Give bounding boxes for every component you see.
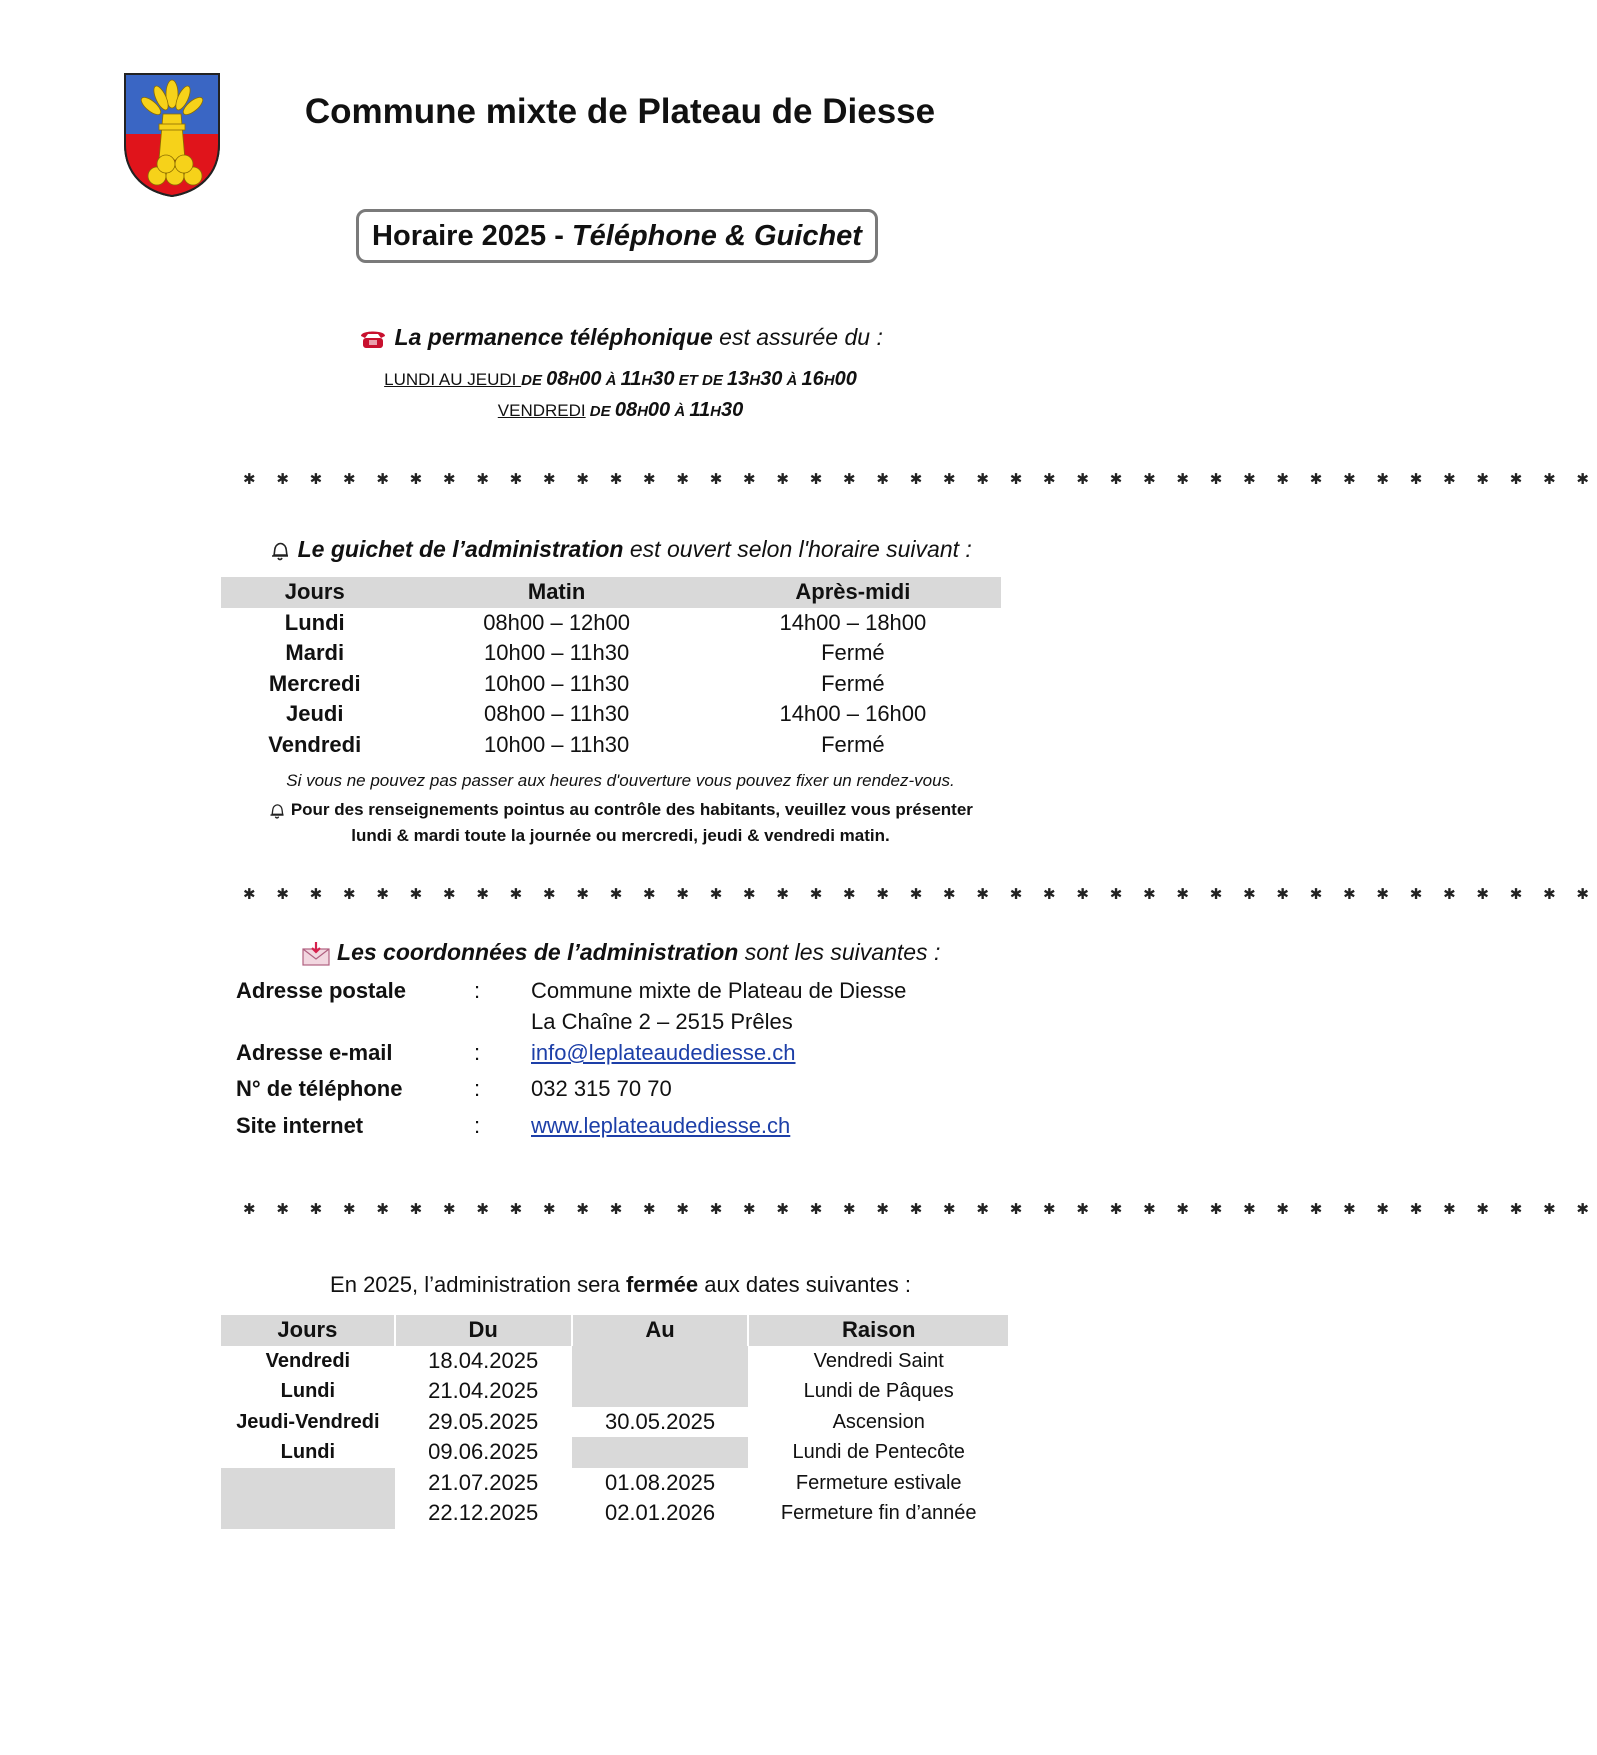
table-row [221, 730, 1001, 761]
closures-intro-bold: fermée [625, 1272, 699, 1297]
closure-to: 02.01.2026 [604, 1500, 716, 1525]
day: Jeudi [286, 701, 344, 726]
table-row [221, 1407, 1009, 1438]
colon: : [474, 978, 481, 1003]
closure-day [221, 1468, 395, 1499]
time: 00 [647, 399, 671, 421]
contact-table [236, 978, 906, 1139]
morning-hours: 08h00 – 12h00 [483, 609, 631, 635]
email-label: Adresse e-mail [236, 1040, 393, 1065]
closure-day: Vendredi [265, 1349, 351, 1372]
table-header-row [221, 1315, 1009, 1346]
counter-hours-table [221, 577, 1001, 760]
postal-value [531, 978, 906, 1040]
web-label: Site internet [236, 1113, 364, 1138]
counter-intro-rest: est ouvert selon l'horaire suivant : [623, 536, 972, 562]
info-line-2: lundi & mardi toute la journée ou mercredi, jeudi & vendredi matin. [351, 826, 890, 845]
table-row [221, 1346, 1009, 1377]
postal-line-2: La Chaîne 2 – 2515 Prêles [531, 1009, 793, 1034]
table-row [221, 608, 1001, 639]
closure-reason: Fermeture estivale [795, 1471, 962, 1494]
phone-word: ET DE [674, 372, 728, 389]
afternoon-hours: Fermé [821, 640, 885, 665]
header-days: Jours [221, 577, 408, 608]
morning-hours: 10h00 – 11h30 [484, 670, 630, 696]
phone-label: N° de téléphone [236, 1076, 403, 1101]
afternoon-hours: Fermé [821, 670, 885, 696]
page-title: Commune mixte de Plateau de Diesse [304, 92, 936, 131]
phone-days-mon-thu: LUNDI AU JEUDI [384, 370, 522, 389]
email-link[interactable]: info@leplateaudediesse.ch [531, 1040, 796, 1065]
commune-crest-logo [123, 72, 221, 198]
header-to: Au [572, 1315, 749, 1346]
afternoon-hours: 14h00 – 16h00 [779, 701, 927, 726]
phone-section-title [0, 324, 1241, 351]
closure-from: 18.04.2025 [428, 1347, 539, 1373]
time: 00 [579, 368, 602, 390]
day: Mardi [285, 640, 345, 665]
contact-intro-rest: sont les suivantes : [738, 939, 941, 965]
phone-schedule-line2 [0, 395, 1241, 427]
time-h: H [637, 403, 648, 420]
closures-intro [0, 1272, 1241, 1298]
time-h: H [710, 403, 721, 420]
closure-from: 22.12.2025 [428, 1500, 539, 1525]
closure-reason: Fermeture fin d’année [780, 1502, 977, 1524]
bell-icon [269, 540, 291, 562]
time-h: H [749, 372, 761, 389]
contact-intro-bold: Les coordonnées de l’administration [337, 939, 739, 965]
table-row [221, 669, 1001, 700]
table-row [221, 1376, 1009, 1407]
closure-day: Lundi [280, 1380, 336, 1402]
phone-word: À [670, 403, 690, 420]
phone-intro-rest: est assurée du : [712, 324, 883, 350]
colon: : [474, 1040, 481, 1065]
contact-section-title [0, 939, 1241, 967]
appointment-note: Si vous ne pouvez pas passer aux heures d'ouverture vous pouvez fixer un rendez-vous. [286, 771, 955, 790]
phone-word: À [782, 372, 802, 389]
morning-hours: 10h00 – 11h30 [484, 640, 630, 665]
day: Mercredi [268, 670, 361, 696]
time: 16 [801, 368, 824, 390]
separator-1: ✱ ✱ ✱ ✱ ✱ ✱ ✱ ✱ ✱ ✱ ✱ ✱ ✱ ✱ ✱ ✱ ✱ ✱ ✱ ✱ ✱ ✱ ✱ ✱ ✱ ✱ ✱ ✱ ✱ ✱ ✱ ✱ ✱ ✱ ✱ ✱ ✱ ✱ ✱ ✱ ✱ [243, 471, 1597, 488]
info-line-1-text: Pour des renseignements pointus au contrôle des habitants, veuillez vous présenter [290, 800, 973, 819]
closure-reason: Lundi de Pentecôte [792, 1441, 965, 1463]
header-days: Jours [221, 1315, 395, 1346]
header-reason: Raison [748, 1315, 1009, 1346]
info-paragraph [0, 797, 1241, 849]
closure-from: 21.07.2025 [428, 1469, 539, 1495]
closure-reason: Lundi de Pâques [803, 1380, 954, 1402]
time-h: H [641, 372, 653, 389]
closure-to [572, 1346, 749, 1377]
morning-hours: 08h00 – 11h30 [484, 701, 630, 726]
phone-intro-bold: La permanence téléphonique [394, 324, 713, 350]
phone-value: 032 315 70 70 [531, 1076, 672, 1101]
time: 00 [834, 368, 857, 390]
table-header-row [221, 577, 1001, 608]
schedule-title-prefix: Horaire 2025 - [372, 220, 572, 252]
phone-days-fri: VENDREDI [497, 401, 586, 420]
time: 11 [689, 399, 711, 421]
day: Lundi [284, 609, 345, 635]
time-h: H [823, 372, 835, 389]
header-morning: Matin [408, 577, 704, 608]
day: Vendredi [268, 731, 362, 757]
table-row [221, 1468, 1009, 1499]
closure-day: Jeudi-Vendredi [236, 1410, 380, 1433]
contact-row-email [236, 1040, 906, 1076]
header-from: Du [395, 1315, 572, 1346]
counter-intro-bold: Le guichet de l’administration [297, 536, 624, 562]
schedule-title-box [356, 209, 878, 263]
contact-row-phone [236, 1076, 906, 1113]
time: 30 [720, 399, 744, 421]
table-row [221, 699, 1001, 730]
info-line-1 [0, 797, 1241, 823]
schedule-title-italic: Téléphone & Guichet [571, 220, 862, 252]
table-row [221, 1498, 1009, 1529]
closures-intro-pre: En 2025, l’administration sera [330, 1272, 626, 1297]
closure-day: Lundi [280, 1441, 336, 1463]
phone-schedule-line1 [0, 364, 1241, 396]
envelope-icon [301, 941, 331, 967]
bell-icon [268, 802, 286, 820]
closure-to: 01.08.2025 [604, 1469, 716, 1495]
closure-day [221, 1498, 395, 1529]
closures-table [221, 1315, 1010, 1529]
morning-hours: 10h00 – 11h30 [484, 731, 630, 757]
phone-word: DE [585, 403, 615, 420]
time-h: H [568, 372, 580, 389]
colon: : [474, 1113, 481, 1138]
closure-from: 21.04.2025 [428, 1378, 539, 1403]
afternoon-hours: Fermé [821, 731, 885, 757]
time: 08 [546, 368, 569, 390]
closure-from: 29.05.2025 [428, 1408, 539, 1434]
closure-from: 09.06.2025 [428, 1439, 539, 1464]
closure-to [572, 1376, 749, 1407]
closure-to: 30.05.2025 [604, 1408, 716, 1434]
closure-reason: Vendredi Saint [813, 1349, 944, 1372]
afternoon-hours: 14h00 – 18h00 [779, 609, 927, 635]
table-row [221, 638, 1001, 669]
counter-section-title [0, 536, 1241, 563]
colon: : [474, 1076, 481, 1101]
phone-word: À [601, 372, 621, 389]
time: 30 [652, 368, 675, 390]
closure-to [572, 1437, 749, 1468]
header-afternoon: Après-midi [705, 577, 1001, 608]
time: 11 [620, 368, 642, 390]
phone-word: DE [521, 372, 547, 389]
separator-3: ✱ ✱ ✱ ✱ ✱ ✱ ✱ ✱ ✱ ✱ ✱ ✱ ✱ ✱ ✱ ✱ ✱ ✱ ✱ ✱ ✱ ✱ ✱ ✱ ✱ ✱ ✱ ✱ ✱ ✱ ✱ ✱ ✱ ✱ ✱ ✱ ✱ ✱ ✱ ✱ ✱ [243, 1201, 1597, 1218]
time: 30 [760, 368, 783, 390]
website-link[interactable]: www.leplateaudediesse.ch [531, 1113, 791, 1138]
separator-2: ✱ ✱ ✱ ✱ ✱ ✱ ✱ ✱ ✱ ✱ ✱ ✱ ✱ ✱ ✱ ✱ ✱ ✱ ✱ ✱ ✱ ✱ ✱ ✱ ✱ ✱ ✱ ✱ ✱ ✱ ✱ ✱ ✱ ✱ ✱ ✱ ✱ ✱ ✱ ✱ ✱ [243, 886, 1597, 903]
telephone-icon [358, 328, 388, 350]
contact-row-web [236, 1113, 906, 1139]
postal-line-1: Commune mixte de Plateau de Diesse [531, 978, 907, 1003]
time: 08 [614, 399, 638, 421]
closures-intro-post: aux dates suivantes : [698, 1272, 911, 1297]
time: 13 [727, 368, 750, 390]
table-row [221, 1437, 1009, 1468]
closure-reason: Ascension [832, 1410, 925, 1433]
contact-row-postal [236, 978, 906, 1040]
postal-label: Adresse postale [236, 978, 406, 1003]
